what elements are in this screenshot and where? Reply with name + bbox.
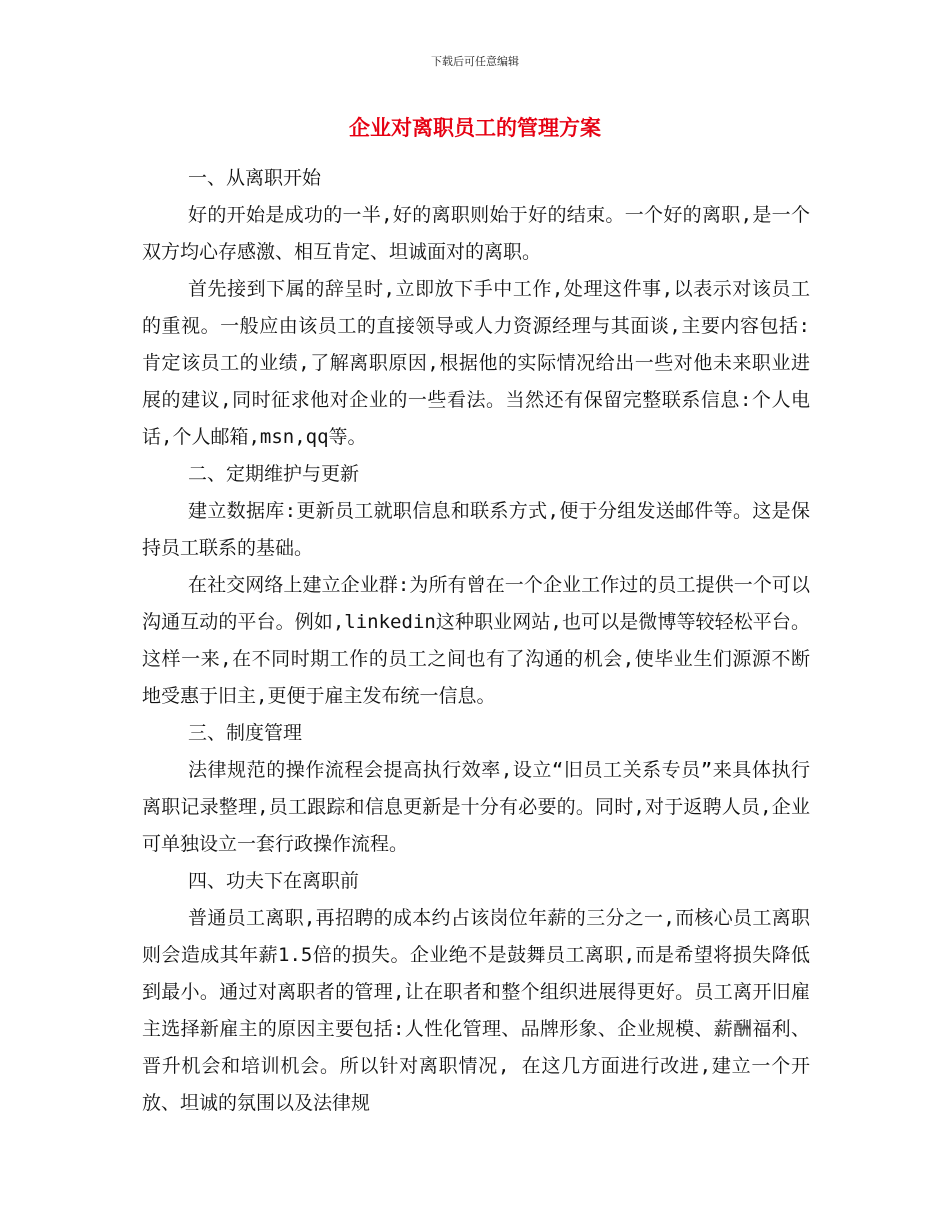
paragraph: 建立数据库:更新员工就职信息和联系方式,便于分组发送邮件等。这是保持员工联系的基础。 [142,500,810,559]
document-title: 企业对离职员工的管理方案 [349,115,601,140]
document-body [142,160,810,1122]
paragraph: 首先接到下属的辞呈时,立即放下手中工作,处理这件事,以表示对该员工的重视。一般应由该员工的直接领导或人力资源经理与其面谈,主要内容包括:肯定该员工的业绩,了解离职原因,根据他的实际情况给出一些对他未来职业进展的建议,同时征求他对企业的一些看法。当然还有保留完整联系信息:个人电话,个人邮箱,msn,qq等。 [142,278,810,448]
section-heading: 三、制度管理 [188,722,303,744]
paragraph: 好的开始是成功的一半,好的离职则始于好的结束。一个好的离职,是一个双方均心存感激、相互肯定、坦诚面对的离职。 [142,204,810,263]
section-heading: 四、功夫下在离职前 [188,870,360,892]
section-heading: 一、从离职开始 [188,167,322,189]
paragraph: 普通员工离职,再招聘的成本约占该岗位年薪的三分之一,而核心员工离职则会造成其年薪1.5倍的损失。企业绝不是鼓舞员工离职,而是希望将损失降低到最小。通过对离职者的管理,让在职者和整个组织进展得更好。员工离开旧雇主选择新雇主的原因主要包括:人性化管理、品牌形象、企业规模、薪酬福利、晋升机会和培训机会。所以针对离职情况, 在这几方面进行改进,建立一个开放、坦诚的氛围以及法律规 [142,907,810,1114]
header-note: 下载后可任意编辑 [431,55,519,68]
section-heading: 二、定期维护与更新 [188,463,360,485]
paragraph: 法律规范的操作流程会提高执行效率,设立“旧员工关系专员”来具体执行离职记录整理,员工跟踪和信息更新是十分有必要的。同时,对于返聘人员,企业可单独设立一套行政操作流程。 [142,759,810,855]
paragraph: 在社交网络上建立企业群:为所有曾在一个企业工作过的员工提供一个可以沟通互动的平台。例如,linkedin这种职业网站,也可以是微博等较轻松平台。这样一来,在不同时期工作的员工之间也有了沟通的机会,使毕业生们源源不断地受惠于旧主,更便于雇主发布统一信息。 [142,574,810,707]
